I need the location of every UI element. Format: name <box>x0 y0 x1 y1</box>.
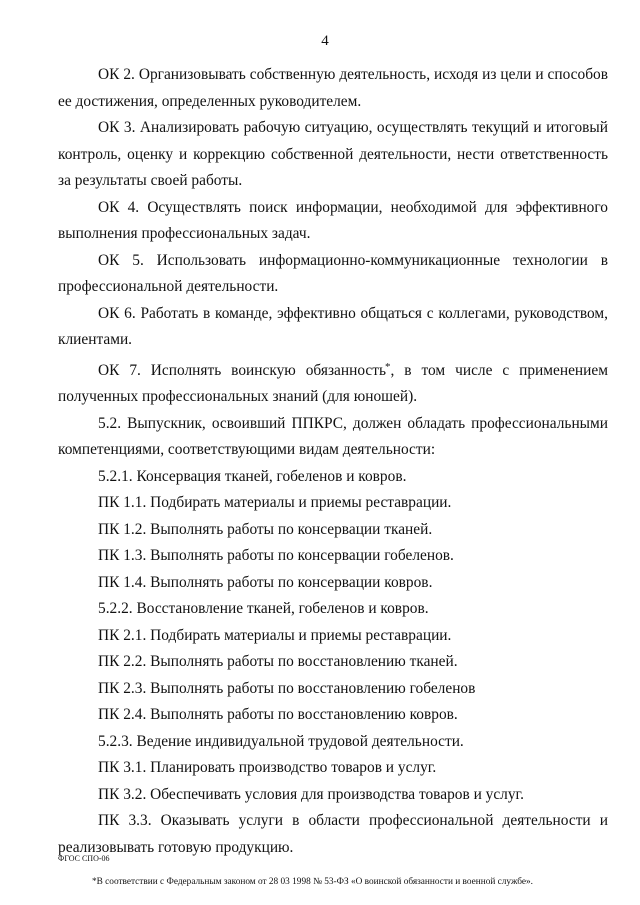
paragraph: 5.2.1. Консервация тканей, гобеленов и ковров. <box>98 467 407 485</box>
paragraph: ПК 3.1. Планировать производство товаров и услуг. <box>98 759 437 776</box>
document-stamp: ФГОС СПО-06 <box>58 854 110 863</box>
paragraph: 5.2.2. Восстановление тканей, гобеленов и ковров. <box>98 600 429 617</box>
paragraph: ПК 1.4. Выполнять работы по консервации ковров. <box>98 573 433 591</box>
paragraph: ПК 2.3. Выполнять работы по восстановлению гобеленов <box>98 679 476 697</box>
paragraph: ПК 1.3. Выполнять работы по консервации гобеленов. <box>98 547 454 564</box>
paragraph: ПК 2.1. Подбирать материалы и приемы реставрации. <box>98 626 452 644</box>
footnote: *В соответствии с Федеральным законом от 28 03 1998 № 53-ФЗ «О воинской обязанности и военной службе». <box>92 877 533 887</box>
paragraph: ПК 3.3. Оказывать услуги в области профессиональной деятельности и реализовывать готовую продукцию. <box>58 812 608 856</box>
paragraph: ОК 5. Использовать информационно-коммуникационные технологии в профессиональной деятельности. <box>58 251 608 295</box>
paragraph: ОК 7. Исполнять воинскую обязанность*, в том числе с применением полученных профессиональных знаний (для юношей). <box>58 360 608 405</box>
paragraph: ОК 2. Организовывать собственную деятельность, исходя из цели и способов ее достижения, определенных руководителем. <box>58 66 608 110</box>
paragraph: ПК 3.2. Обеспечивать условия для производства товаров и услуг. <box>98 785 524 803</box>
paragraph: ОК 4. Осуществлять поиск информации, необходимой для эффективного выполнения профессиональных задач. <box>58 198 608 242</box>
paragraph: ПК 2.4. Выполнять работы по восстановлению ковров. <box>98 706 458 723</box>
paragraph: 5.2. Выпускник, освоивший ППКРС, должен обладать профессиональными компетенциями, соответствующими видам деятельности: <box>58 414 608 458</box>
paragraph: ОК 3. Анализировать рабочую ситуацию, осуществлять текущий и итоговый контроль, оценку и коррекцию собственной деятельности, нести ответственность за результаты своей работы. <box>58 119 608 189</box>
paragraph: ПК 1.1. Подбирать материалы и приемы реставрации. <box>98 494 452 511</box>
document-body <box>58 62 608 861</box>
paragraph: ПК 1.2. Выполнять работы по консервации тканей. <box>98 520 433 538</box>
page-number: 4 <box>321 33 329 49</box>
paragraph: ОК 6. Работать в команде, эффективно общаться с коллегами, руководством, клиентами. <box>58 304 608 348</box>
paragraph: ПК 2.2. Выполнять работы по восстановлению тканей. <box>98 653 458 670</box>
footnote-marker: * <box>384 360 391 373</box>
paragraph: 5.2.3. Ведение индивидуальной трудовой деятельности. <box>98 732 464 750</box>
